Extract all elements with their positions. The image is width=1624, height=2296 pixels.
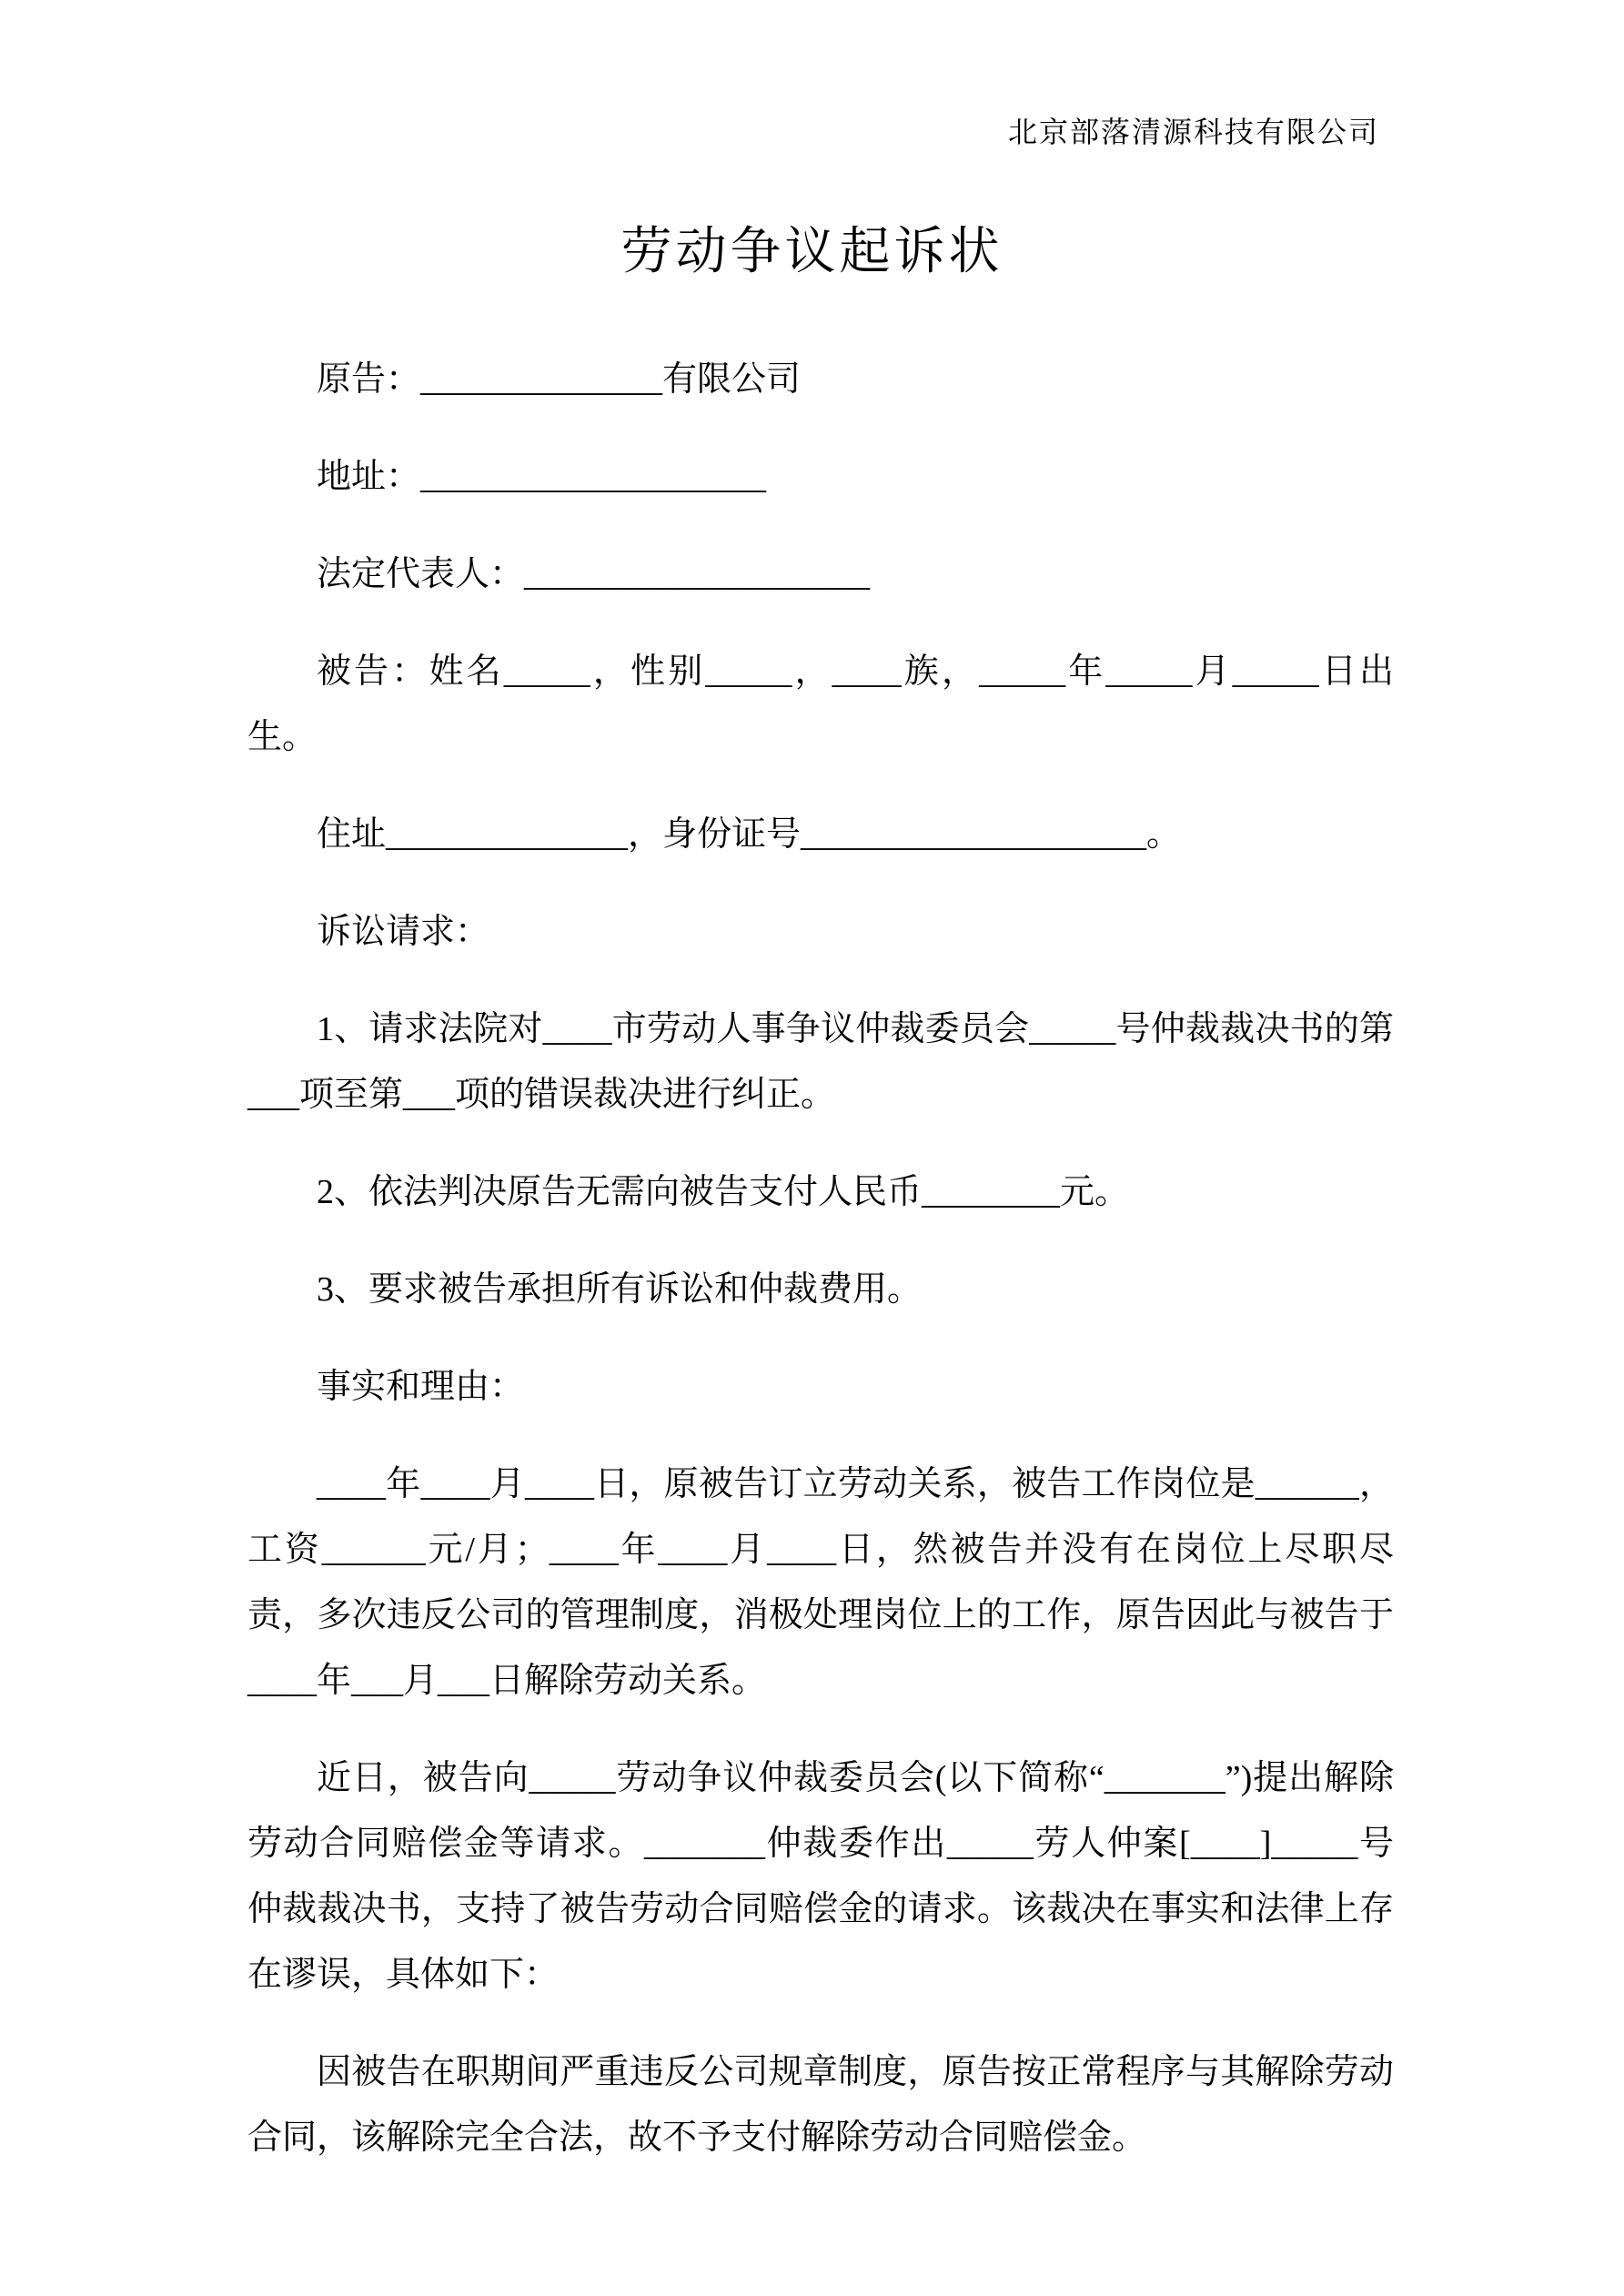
paragraph-plaintiff: 原告：______________有限公司 bbox=[317, 360, 802, 399]
paragraph-claim-3: 3、要求被告承担所有诉讼和仲裁费用。 bbox=[317, 1270, 923, 1309]
paragraph-facts-3: 因被告在职期间严重违反公司规章制度，原告按正常程序与其解除劳动合同，该解除完全合法，故不予支付解除劳动合同赔偿金。 bbox=[247, 2053, 1394, 2157]
paragraph-address: 地址：____________________ bbox=[317, 458, 767, 496]
paragraph-claim-2: 2、依法判决原告无需向被告支付人民币________元。 bbox=[317, 1173, 1130, 1211]
paragraph-legal-rep: 法定代表人：____________________ bbox=[317, 555, 871, 593]
document-body bbox=[247, 347, 1394, 2170]
heading-facts: 事实和理由： bbox=[317, 1368, 525, 1406]
company-header: 北京部落清源科技有限公司 bbox=[1007, 116, 1379, 148]
paragraph-facts-1: ____年____月____日，原被告订立劳动关系，被告工作岗位是______，工资______元/月；____年____月____日，然被告并没有在岗位上尽职尽责，多次违反公司的管理制度，消极处理岗位上的工作，原告因此与被告于____年___月___日解除劳动关系。 bbox=[247, 1465, 1394, 1700]
paragraph-residence: 住址______________，身份证号____________________。 bbox=[317, 815, 1182, 854]
paragraph-facts-2: 近日，被告向_____劳动争议仲裁委员会(以下简称“_______”)提出解除劳动合同赔偿金等请求。_______仲裁委作出_____劳人仲案[____]_____号仲裁裁决书，支持了被告劳动合同赔偿金的请求。该裁决在事实和法律上存在谬误，具体如下： bbox=[247, 1759, 1394, 1994]
document-title: 劳动争议起诉状 bbox=[620, 224, 1004, 280]
paragraph-claim-1: 1、请求法院对____市劳动人事争议仲裁委员会_____号仲裁裁决书的第___项至第___项的错误裁决进行纠正。 bbox=[247, 1010, 1394, 1114]
paragraph-defendant: 被告：姓名_____，性别_____，____族，_____年_____月_____日出生。 bbox=[247, 652, 1394, 756]
heading-claims: 诉讼请求： bbox=[317, 913, 490, 951]
